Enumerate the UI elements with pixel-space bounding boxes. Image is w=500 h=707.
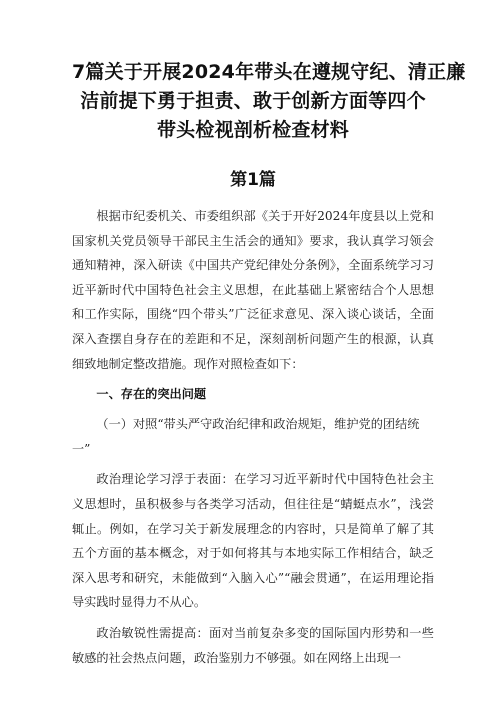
heading-level-1: 一、存在的突出问题 xyxy=(96,387,207,402)
title-line-3: 带头检视剖析检查材料 xyxy=(156,119,349,141)
intro-paragraph: 根据市纪委机关、市委组织部《关于开好2024年度县以上党和国家机关党员领导干部民主生活会的通知》要求，我认真学习领会通知精神，深入研读《中国共产党纪律处分条例》，全面系统学习习近平新时代中国特色社会主义思想，在此基础上紧密结合个人思想和工作实际，围绕“四个带头”广泛征求意见、深入谈心谈话，全面深入查摆自身存在的差距和不足，深刻剖析问题产生的根源，认真细致地制定整改措施。现作对照检查如下： xyxy=(72,209,434,371)
document-title xyxy=(72,58,466,145)
title-line-2: 洁前提下勇于担责、敢于创新方面等四个 xyxy=(80,90,426,112)
heading-level-2: （一）对照“带头严守政治纪律和政治规矩，维护党的团结统一” xyxy=(72,417,420,456)
title-line-1: 7篇关于开展2024年带头在遵规守纪、清正廉 xyxy=(72,61,466,83)
section-title: 第1篇 xyxy=(230,170,276,190)
body-paragraph-political-sensitivity: 政治敏锐性需提高：面对当前复杂多变的国际国内形势和一些敏感的社会热点问题，政治鉴别力不够强。如在网络上出现一 xyxy=(72,625,434,665)
body-paragraph-theory-study: 政治理论学习浮于表面：在学习习近平新时代中国特色社会主义思想时，虽积极参与各类学习活动，但往往是“蜻蜓点水”，浅尝辄止。例如，在学习关于新发展理念的内容时，只是简单了解了其五个方面的基本概念，对于如何将其与本地实际工作相结合，缺乏深入思考和研究，未能做到“入脑入心”“融会贯通”，在运用理论指导实践时显得力不从心。 xyxy=(72,472,434,610)
